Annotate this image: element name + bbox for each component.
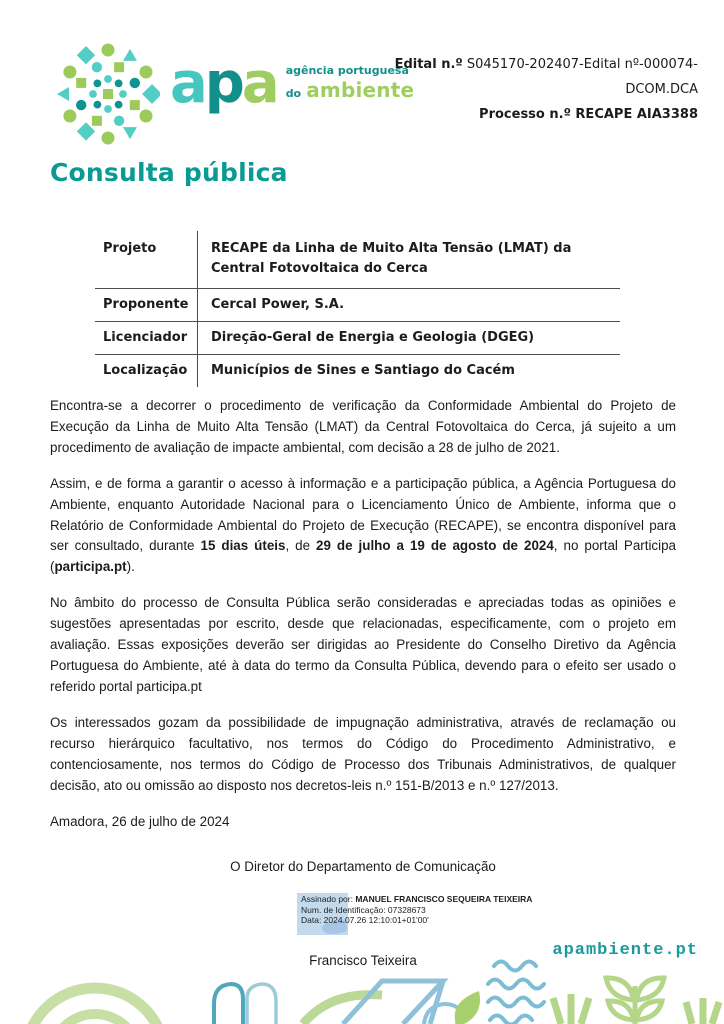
signature-role-line1: O Diretor do Departamento de Comunicação (230, 859, 496, 875)
apa-mosaic-icon (56, 42, 160, 146)
row-value: Cercal Power, S.A. (197, 288, 620, 321)
bold-dates: 29 de julho a 19 de agosto de 2024 (316, 538, 554, 554)
apa-brand-text: apa (170, 51, 277, 116)
place-date-line: Amadora, 26 de julho de 2024 (50, 814, 230, 830)
paragraph-2: Assim, e de forma a garantir o acesso à informação e a participação pública, a Agência Portuguesa do Ambiente, enquanto Autoridade Nacional para o Licenciamento Único de Ambiente, informa que o Relatório de Conformidade Ambiental do Projeto de Execução (RECAPE), se encontra disponível para ser consultado, durante 15 dias úteis, de 29 de julho a 19 de agosto de 2024, no portal Participa (participa.pt). (50, 475, 676, 575)
tagline-line1: agência portuguesa (285, 64, 409, 77)
stamp-text (297, 891, 557, 926)
bold-portal: participa.pt (54, 559, 127, 575)
table-row-localizacao (95, 354, 620, 387)
table-row-licenciador (95, 321, 620, 354)
project-info-table (95, 231, 620, 387)
signer-name: Francisco Teixeira (309, 953, 417, 969)
bold-duration: 15 dias úteis (200, 538, 286, 554)
row-label: Licenciador (95, 321, 197, 354)
row-label: Projeto (103, 241, 157, 256)
tagline-do: do (285, 86, 302, 100)
digital-signature-stamp (297, 891, 557, 939)
table-row-proponente (95, 288, 620, 321)
processo-number: Processo n.º RECAPE AIA3388 (479, 107, 698, 122)
footer-decoration (0, 954, 724, 1024)
table-row-projeto (95, 231, 620, 288)
row-label: Localização (95, 354, 197, 387)
page-title: Consulta pública (50, 158, 288, 187)
edital-number-wrap: DCOM.DCA (625, 82, 698, 97)
row-value: RECAPE da Linha de Muito Alta Tensão (LMAT) da Central Fotovoltaica do Cerca (197, 231, 620, 288)
stamp-id-number: Num. de Identificação: 07328673 (301, 904, 426, 915)
stamp-date: Data: 2024.07.26 12:10:01+01'00' (301, 915, 429, 926)
row-value: Direção-Geral de Energia e Geologia (DGEG) (197, 321, 620, 354)
signature-role (50, 854, 676, 880)
document-reference-block (358, 52, 698, 127)
paragraph-1: Encontra-se a decorrer o procedimento de verificação da Conformidade Ambiental do Projeto de Execução da Linha de Muito Alta Tensão (LMAT) da Central Fotovoltaica do Cerca, já sujeito a um procedimento de avaliação de impacte ambiental, com decisão a 28 de julho de 2021. (50, 398, 676, 455)
paragraph-3: No âmbito do processo de Consulta Pública serão consideradas e apreciadas todas as opiniões e sugestões apresentadas por escrito, desde que relacionadas, especificamente, com o projeto em avaliação. Essas exposições deverão ser dirigidas ao Presidente do Conselho Diretivo da Agência Portuguesa do Ambiente, até à data do termo da Consulta Pública, devendo para o efeito ser usado o referido portal participa.pt (50, 595, 676, 694)
website-url: apambiente.pt (552, 941, 698, 960)
edital-number: Edital n.º S045170-202407-Edital nº-000074- (394, 57, 698, 72)
document-body (50, 396, 676, 972)
row-value: Municípios de Sines e Santiago do Cacém (197, 354, 620, 387)
tagline-ambiente: ambiente (306, 77, 415, 102)
stamp-signed-by: Assinado por: MANUEL FRANCISCO SEQUEIRA TEIXEIRA (301, 894, 533, 905)
paragraph-4: Os interessados gozam da possibilidade de impugnação administrativa, através de reclamação ou recurso hierárquico facultativo, nos termos do Código do Procedimento Administrativo, e contenciosamente, nos termos do Código de Processo dos Tribunais Administrativos, de qualquer decisão, ato ou omissão ao disposto nos decretos-leis n.º 151-B/2013 e n.º 127/2013. (50, 714, 676, 793)
row-label: Proponente (95, 288, 197, 321)
